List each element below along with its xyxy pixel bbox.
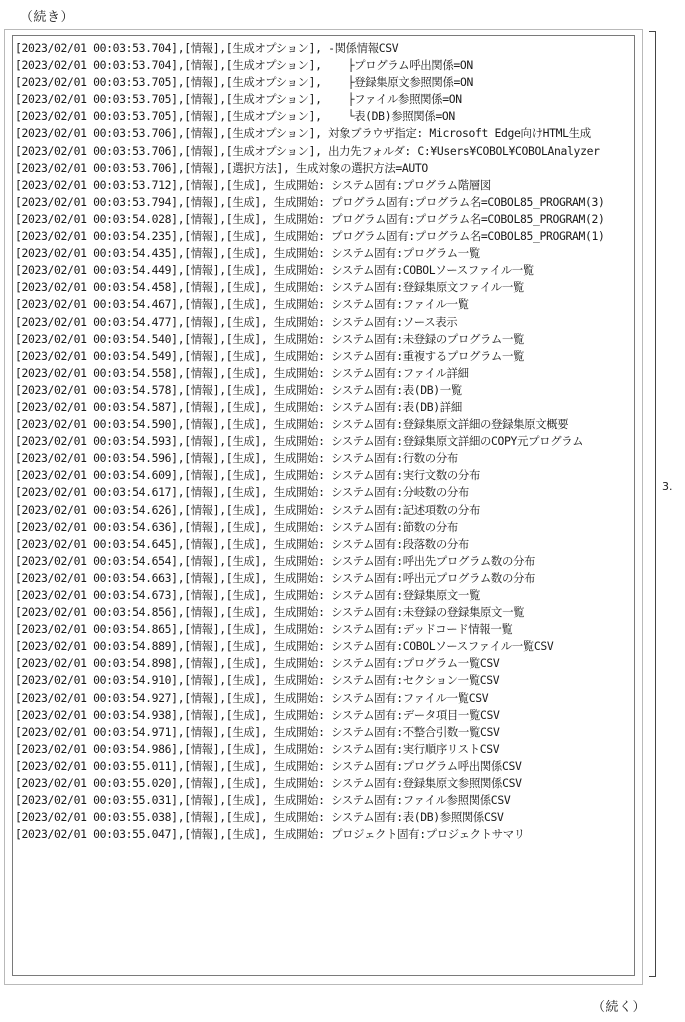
log-line: [2023/02/01 00:03:54.558],[情報],[生成], 生成開始: システム固有:ファイル詳細 (15, 365, 469, 380)
log-line: [2023/02/01 00:03:53.704],[情報],[生成オプション], -関係情報CSV (15, 41, 399, 55)
log-line: [2023/02/01 00:03:55.047],[情報],[生成], 生成開始: プロジェクト固有:プロジェクトサマリ (15, 827, 525, 842)
section-number-label: 3. (662, 480, 673, 493)
log-line: [2023/02/01 00:03:54.617],[情報],[生成], 生成開始: システム固有:分岐数の分布 (15, 485, 469, 500)
log-line: [2023/02/01 00:03:54.971],[情報],[生成], 生成開始: システム固有:不整合引数一覧CSV (15, 724, 500, 739)
log-line: [2023/02/01 00:03:54.449],[情報],[生成], 生成開始: システム固有:COBOLソースファイル一覧 (15, 263, 534, 278)
log-figure-frame (4, 29, 643, 985)
log-line: [2023/02/01 00:03:55.011],[情報],[生成], 生成開始: システム固有:プログラム呼出関係CSV (15, 758, 522, 773)
log-line: [2023/02/01 00:03:53.704],[情報],[生成オプション], ├プログラム呼出関係=ON (15, 58, 473, 73)
log-line: [2023/02/01 00:03:54.636],[情報],[生成], 生成開始: システム固有:節数の分布 (15, 519, 458, 534)
log-line: [2023/02/01 00:03:54.663],[情報],[生成], 生成開始: システム固有:呼出元プログラム数の分布 (15, 570, 536, 585)
log-line: [2023/02/01 00:03:54.578],[情報],[生成], 生成開始: システム固有:表(DB)一覧 (15, 382, 462, 397)
continued-bottom-label: （続く） (592, 1000, 647, 1015)
log-line: [2023/02/01 00:03:54.596],[情報],[生成], 生成開始: システム固有:行数の分布 (15, 451, 458, 466)
log-line: [2023/02/01 00:03:54.028],[情報],[生成], 生成開始: プログラム固有:プログラム名=COBOL85_PROGRAM(2) (15, 211, 605, 226)
log-line: [2023/02/01 00:03:54.645],[情報],[生成], 生成開始: システム固有:段落数の分布 (15, 536, 469, 551)
log-line: [2023/02/01 00:03:54.673],[情報],[生成], 生成開始: システム固有:登録集原文一覧 (15, 588, 480, 602)
log-line: [2023/02/01 00:03:54.467],[情報],[生成], 生成開始: システム固有:ファイル一覧 (15, 297, 469, 312)
log-line: [2023/02/01 00:03:54.927],[情報],[生成], 生成開始: システム固有:ファイル一覧CSV (15, 690, 489, 705)
log-line: [2023/02/01 00:03:55.038],[情報],[生成], 生成開始: システム固有:表(DB)参照関係CSV (15, 810, 504, 825)
log-line: [2023/02/01 00:03:54.590],[情報],[生成], 生成開始: システム固有:登録集原文詳細の登録集原文概要 (15, 417, 569, 432)
log-line: [2023/02/01 00:03:55.020],[情報],[生成], 生成開始: システム固有:登録集原文参照関係CSV (15, 776, 522, 791)
log-line: [2023/02/01 00:03:54.986],[情報],[生成], 生成開始: システム固有:実行順序リストCSV (15, 741, 500, 756)
log-line: [2023/02/01 00:03:53.705],[情報],[生成オプション], ├ファイル参照関係=ON (15, 92, 462, 107)
section-bracket (649, 31, 656, 977)
log-line: [2023/02/01 00:03:53.705],[情報],[生成オプション], └表(DB)参照関係=ON (15, 109, 455, 124)
log-output-panel (12, 35, 635, 976)
log-line: [2023/02/01 00:03:54.587],[情報],[生成], 生成開始: システム固有:表(DB)詳細 (15, 399, 462, 414)
log-line: [2023/02/01 00:03:54.477],[情報],[生成], 生成開始: システム固有:ソース表示 (15, 314, 458, 329)
log-line: [2023/02/01 00:03:55.031],[情報],[生成], 生成開始: システム固有:ファイル参照関係CSV (15, 793, 511, 808)
log-line: [2023/02/01 00:03:54.458],[情報],[生成], 生成開始: システム固有:登録集原文ファイル一覧 (15, 280, 524, 295)
log-line: [2023/02/01 00:03:53.706],[情報],[選択方法], 生成対象の選択方法=AUTO (15, 160, 428, 175)
log-line: [2023/02/01 00:03:54.856],[情報],[生成], 生成開始: システム固有:未登録の登録集原文一覧 (15, 605, 525, 620)
log-line: [2023/02/01 00:03:54.435],[情報],[生成], 生成開始: システム固有:プログラム一覧 (15, 246, 480, 261)
log-line: [2023/02/01 00:03:53.794],[情報],[生成], 生成開始: プログラム固有:プログラム名=COBOL85_PROGRAM(3) (15, 194, 605, 209)
log-line: [2023/02/01 00:03:54.654],[情報],[生成], 生成開始: システム固有:呼出先プログラム数の分布 (15, 553, 536, 568)
log-line: [2023/02/01 00:03:53.706],[情報],[生成オプション], 出力先フォルダ: C:¥Users¥COBOL¥COBOLAnalyzer (15, 143, 600, 158)
continued-top-label: （続き） (20, 10, 75, 25)
log-line: [2023/02/01 00:03:54.865],[情報],[生成], 生成開始: システム固有:デッドコード情報一覧 (15, 622, 513, 637)
log-line: [2023/02/01 00:03:53.712],[情報],[生成], 生成開始: システム固有:プログラム階層図 (15, 177, 491, 192)
log-line: [2023/02/01 00:03:54.910],[情報],[生成], 生成開始: システム固有:セクション一覧CSV (15, 673, 500, 688)
log-line: [2023/02/01 00:03:54.549],[情報],[生成], 生成開始: システム固有:重複するプログラム一覧 (15, 348, 525, 363)
log-line: [2023/02/01 00:03:54.938],[情報],[生成], 生成開始: システム固有:データ項目一覧CSV (15, 707, 500, 722)
log-line: [2023/02/01 00:03:53.706],[情報],[生成オプション], 対象ブラウザ指定: Microsoft Edge向けHTML生成 (15, 126, 591, 141)
log-line: [2023/02/01 00:03:54.626],[情報],[生成], 生成開始: システム固有:記述項数の分布 (15, 502, 480, 517)
log-line: [2023/02/01 00:03:54.235],[情報],[生成], 生成開始: プログラム固有:プログラム名=COBOL85_PROGRAM(1) (15, 229, 605, 244)
log-line: [2023/02/01 00:03:53.705],[情報],[生成オプション], ├登録集原文参照関係=ON (15, 75, 474, 90)
log-line: [2023/02/01 00:03:54.593],[情報],[生成], 生成開始: システム固有:登録集原文詳細のCOPY元プログラム (15, 434, 584, 449)
log-line: [2023/02/01 00:03:54.889],[情報],[生成], 生成開始: システム固有:COBOLソースファイル一覧CSV (15, 639, 554, 654)
log-line: [2023/02/01 00:03:54.898],[情報],[生成], 生成開始: システム固有:プログラム一覧CSV (15, 656, 500, 671)
log-line: [2023/02/01 00:03:54.540],[情報],[生成], 生成開始: システム固有:未登録のプログラム一覧 (15, 331, 525, 346)
log-line: [2023/02/01 00:03:54.609],[情報],[生成], 生成開始: システム固有:実行文数の分布 (15, 468, 480, 483)
